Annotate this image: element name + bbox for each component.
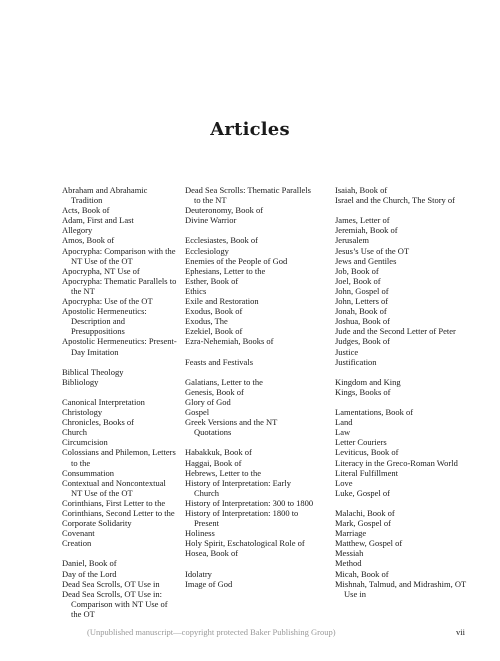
- article-entry: Christology: [62, 407, 103, 418]
- article-entry: Divine Warrior: [185, 215, 237, 226]
- article-entry: Dead Sea Scrolls, OT Use in: [62, 578, 160, 589]
- article-entry: Dead Sea Scrolls, OT Use in: Comparison with NT Use of the OT: [62, 588, 168, 619]
- article-entry: Joshua, Book of: [335, 316, 391, 327]
- article-entry: Idolatry: [185, 568, 212, 579]
- article-entry: Holy Spirit, Eschatological Role of: [185, 538, 305, 549]
- article-entry: Kingdom and King: [335, 376, 401, 387]
- article-entry: Exile and Restoration: [185, 296, 259, 307]
- article-entry: Creation: [62, 538, 92, 549]
- article-entry: Job, Book of: [335, 265, 379, 276]
- article-entry: Jeremiah, Book of: [335, 225, 398, 236]
- article-entry: Corinthians, Second Letter to the: [62, 508, 175, 518]
- article-entry: Ezekiel, Book of: [185, 326, 243, 337]
- section-spacer: [335, 498, 475, 508]
- article-entry: Literacy in the Greco-Roman World: [335, 457, 458, 468]
- section-spacer: [185, 367, 316, 377]
- section-spacer: [335, 205, 475, 215]
- article-entry: Jonah, Book of: [335, 306, 387, 317]
- article-entry: Galatians, Letter to the: [185, 376, 263, 387]
- article-entry: Bibliology: [62, 376, 99, 387]
- page-title: Articles: [210, 119, 290, 140]
- page-number: vii: [456, 627, 465, 637]
- section-spacer: [62, 357, 179, 367]
- article-entry: Esther, Book of: [185, 275, 239, 286]
- article-entry: Ezra-Nehemiah, Books of: [185, 336, 274, 347]
- article-entry: Jude and the Second Letter of Peter: [335, 326, 456, 337]
- article-list-column-2: [185, 185, 316, 589]
- article-entry: John, Gospel of: [335, 285, 389, 296]
- article-entry: Apocrypha, NT Use of: [62, 265, 140, 276]
- article-entry: Mark, Gospel of: [335, 518, 391, 529]
- article-entry: Judges, Book of: [335, 336, 391, 347]
- article-entry: Mishnah, Talmud, and Midrashim, OT Use in: [335, 578, 467, 599]
- article-entry: Hosea, Book of: [185, 548, 239, 559]
- article-entry: Ethics: [185, 285, 207, 296]
- article-entry: Feasts and Festivals: [185, 356, 253, 367]
- article-entry: Colossians and Philemon, Letters to the: [62, 447, 176, 468]
- article-entry: Malachi, Book of: [335, 508, 395, 518]
- article-entry: Israel and the Church, The Story of: [335, 195, 455, 206]
- article-entry: James, Letter of: [335, 215, 390, 226]
- section-spacer: [62, 387, 179, 397]
- article-list-column-3: [335, 185, 475, 599]
- article-entry: Method: [335, 558, 362, 569]
- article-entry: Biblical Theology: [62, 366, 124, 377]
- section-spacer: [335, 367, 475, 377]
- article-entry: Allegory: [62, 225, 93, 236]
- article-entry: Letter Couriers: [335, 437, 387, 448]
- article-entry: Corinthians, First Letter to the: [62, 497, 166, 508]
- article-entry: Justification: [335, 356, 377, 367]
- article-entry: Law: [335, 427, 351, 438]
- article-entry: Apostolic Hermeneutics: Description and Presuppositions: [62, 306, 147, 337]
- article-entry: Micah, Book of: [335, 568, 389, 579]
- article-entry: Luke, Gospel of: [335, 487, 391, 498]
- article-entry: Messiah: [335, 548, 364, 559]
- article-entry: Image of God: [185, 578, 233, 589]
- section-spacer: [335, 397, 475, 407]
- article-entry: Canonical Interpretation: [62, 396, 145, 407]
- article-entry: Deuteronomy, Book of: [185, 205, 264, 216]
- section-spacer: [62, 548, 179, 558]
- article-entry: Ecclesiastes, Book of: [185, 235, 258, 246]
- article-entry: Daniel, Book of: [62, 558, 117, 569]
- article-entry: Apocrypha: Thematic Parallels to the NT: [62, 275, 177, 296]
- article-entry: Consummation: [62, 467, 114, 478]
- article-entry: History of Interpretation: 1800 to Present: [185, 508, 299, 529]
- article-entry: Covenant: [62, 528, 95, 539]
- article-list-column-1: [62, 185, 179, 619]
- article-entry: Lamentations, Book of: [335, 407, 414, 418]
- article-entry: Exodus, The: [185, 316, 228, 327]
- article-entry: Acts, Book of: [62, 205, 110, 216]
- article-entry: Land: [335, 417, 353, 428]
- article-entry: Leviticus, Book of: [335, 447, 399, 458]
- article-entry: Joel, Book of: [335, 275, 381, 286]
- article-entry: Justice: [335, 346, 359, 357]
- article-entry: Corporate Solidarity: [62, 518, 132, 529]
- article-entry: John, Letters of: [335, 296, 389, 307]
- article-entry: Dead Sea Scrolls: Thematic Parallels to the NT: [185, 185, 311, 206]
- article-entry: Apostolic Hermeneutics: Present-Day Imitation: [62, 336, 177, 357]
- article-entry: Genesis, Book of: [185, 386, 244, 397]
- article-entry: History of Interpretation: 300 to 1800: [185, 497, 314, 508]
- article-entry: Circumcision: [62, 437, 108, 448]
- section-spacer: [185, 347, 316, 357]
- article-entry: Abraham and Abrahamic Tradition: [62, 185, 148, 206]
- article-entry: History of Interpretation: Early Church: [185, 477, 291, 498]
- copyright-note: (Unpublished manuscript—copyright protected Baker Publishing Group): [87, 627, 336, 637]
- article-entry: Ephesians, Letter to the: [185, 265, 266, 276]
- article-entry: Apocrypha: Comparison with the NT Use of the OT: [62, 245, 176, 266]
- article-entry: Hebrews, Letter to the: [185, 467, 261, 478]
- section-spacer: [185, 225, 316, 235]
- article-entry: Contextual and Noncontextual NT Use of the OT: [62, 477, 166, 498]
- article-entry: Ecclesiology: [185, 245, 229, 256]
- article-entry: Day of the Lord: [62, 568, 117, 579]
- article-entry: Adam, First and Last: [62, 215, 134, 226]
- article-entry: Jews and Gentiles: [335, 255, 397, 266]
- section-spacer: [185, 437, 316, 447]
- article-entry: Amos, Book of: [62, 235, 115, 246]
- article-entry: Isaiah, Book of: [335, 185, 388, 195]
- article-entry: Matthew, Gospel of: [335, 538, 403, 549]
- article-entry: Gospel: [185, 407, 210, 418]
- article-entry: Chronicles, Books of: [62, 417, 135, 428]
- article-entry: Enemies of the People of God: [185, 255, 288, 266]
- article-entry: Church: [62, 427, 88, 438]
- article-entry: Literal Fulfillment: [335, 467, 399, 478]
- article-entry: Glory of God: [185, 396, 231, 407]
- section-spacer: [185, 558, 316, 568]
- article-entry: Jesus’s Use of the OT: [335, 245, 410, 256]
- article-entry: Habakkuk, Book of: [185, 447, 252, 458]
- article-entry: Greek Versions and the NT Quotations: [185, 417, 278, 438]
- article-entry: Jerusalem: [335, 235, 369, 246]
- article-entry: Holiness: [185, 528, 215, 539]
- article-entry: Exodus, Book of: [185, 306, 243, 317]
- article-entry: Love: [335, 477, 353, 488]
- article-entry: Marriage: [335, 528, 367, 539]
- article-entry: Apocrypha: Use of the OT: [62, 296, 153, 307]
- article-entry: Haggai, Book of: [185, 457, 242, 468]
- article-entry: Kings, Books of: [335, 386, 391, 397]
